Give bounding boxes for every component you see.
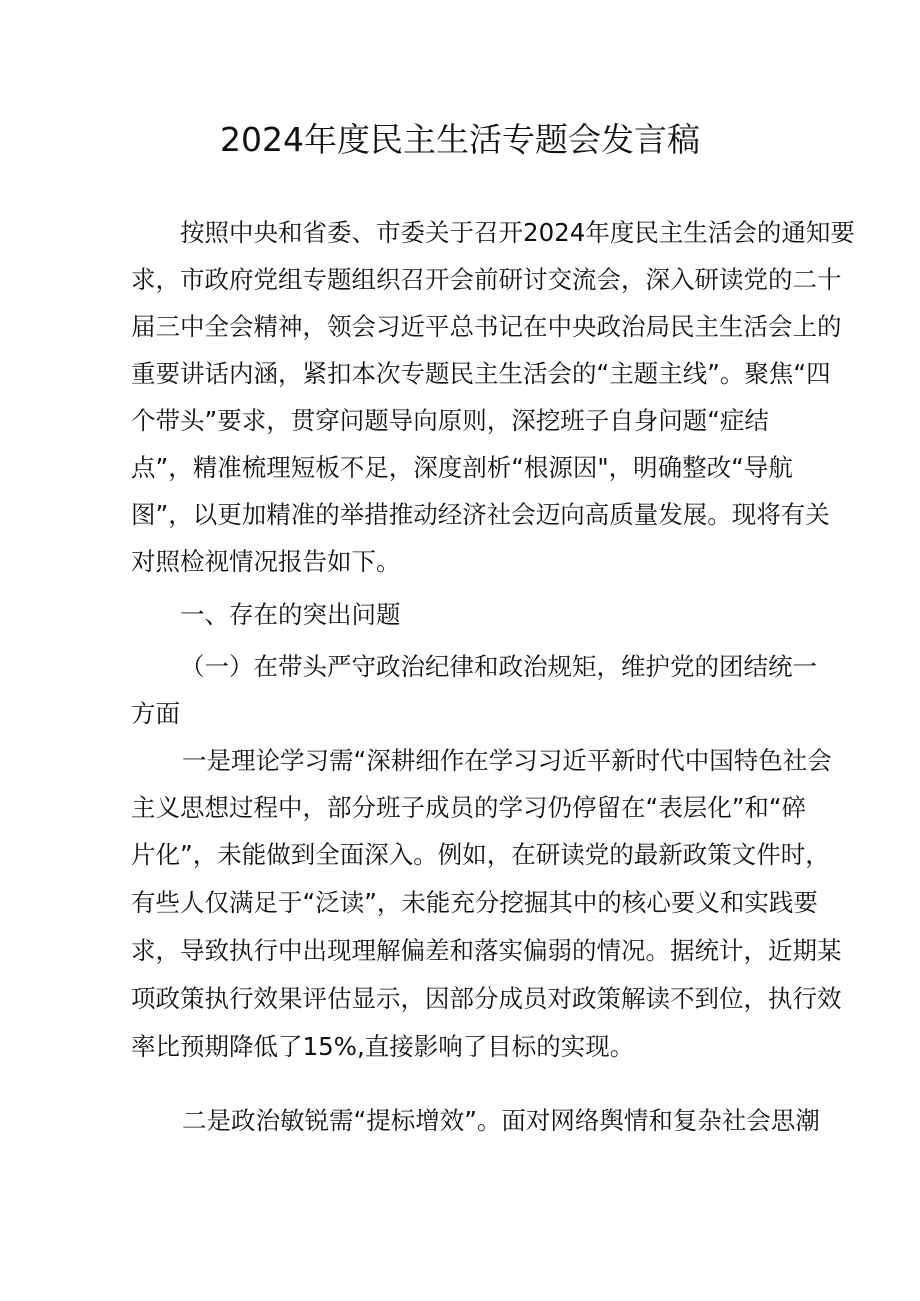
paragraph-line: 点”，精准梳理短板不足，深度剖析“根源因"，明确整改“导航 [131, 453, 793, 482]
paragraph-line: 率比预期降低了15%,直接影响了目标的实现。 [131, 1032, 635, 1061]
paragraph-line: 重要讲话内涵，紧扣本次专题民主生活会的“主题主线”。聚焦“四 [131, 359, 831, 388]
paragraph-line: 求，市政府党组专题组织召开会前研讨交流会，深入研读党的二十 [131, 265, 842, 294]
paragraph-line: 二是政治敏锐需“提标增效”。面对网络舆情和复杂社会思潮 [182, 1106, 820, 1135]
paragraph-line: 个带头”要求，贯穿问题导向原则，深挖班子自身问题“症结 [131, 406, 769, 435]
document-title: 2024年度民主生活专题会发言稿 [220, 120, 700, 159]
paragraph-line: 按照中央和省委、市委关于召开2024年度民主生活会的通知要 [180, 218, 855, 247]
paragraph-line: 片化”，未能做到全面深入。例如，在研读党的最新政策文件时， [131, 840, 830, 869]
paragraph-line: 求，导致执行中出现理解偏差和落实偏弱的情况。据统计，近期某 [131, 936, 842, 965]
paragraph-line: 一是理论学习需“深耕细作在学习习近平新时代中国特色社会 [182, 746, 832, 775]
paragraph-line: 主义思想过程中，部分班子成员的学习仍停留在“表层化”和“碎 [131, 793, 807, 822]
paragraph-line: 对照检视情况报告如下。 [131, 547, 401, 576]
subsection-heading: （一）在带头严守政治纪律和政治规矩，维护党的团结统一 [180, 652, 817, 681]
subsection-heading: 方面 [131, 699, 180, 728]
paragraph-line: 有些人仅满足于“泛读”，未能充分挖掘其中的核心要义和实践要 [131, 888, 818, 917]
section-heading: 一、存在的突出问题 [180, 600, 401, 629]
paragraph-line: 届三中全会精神，领会习近平总书记在中央政治局民主生活会上的 [131, 312, 842, 341]
paragraph-line: 项政策执行效果评估显示，因部分成员对政策解读不到位，执行效 [131, 984, 842, 1013]
paragraph-line: 图”，以更加精准的举措推动经济社会迈向高质量发展。现将有关 [131, 500, 830, 529]
